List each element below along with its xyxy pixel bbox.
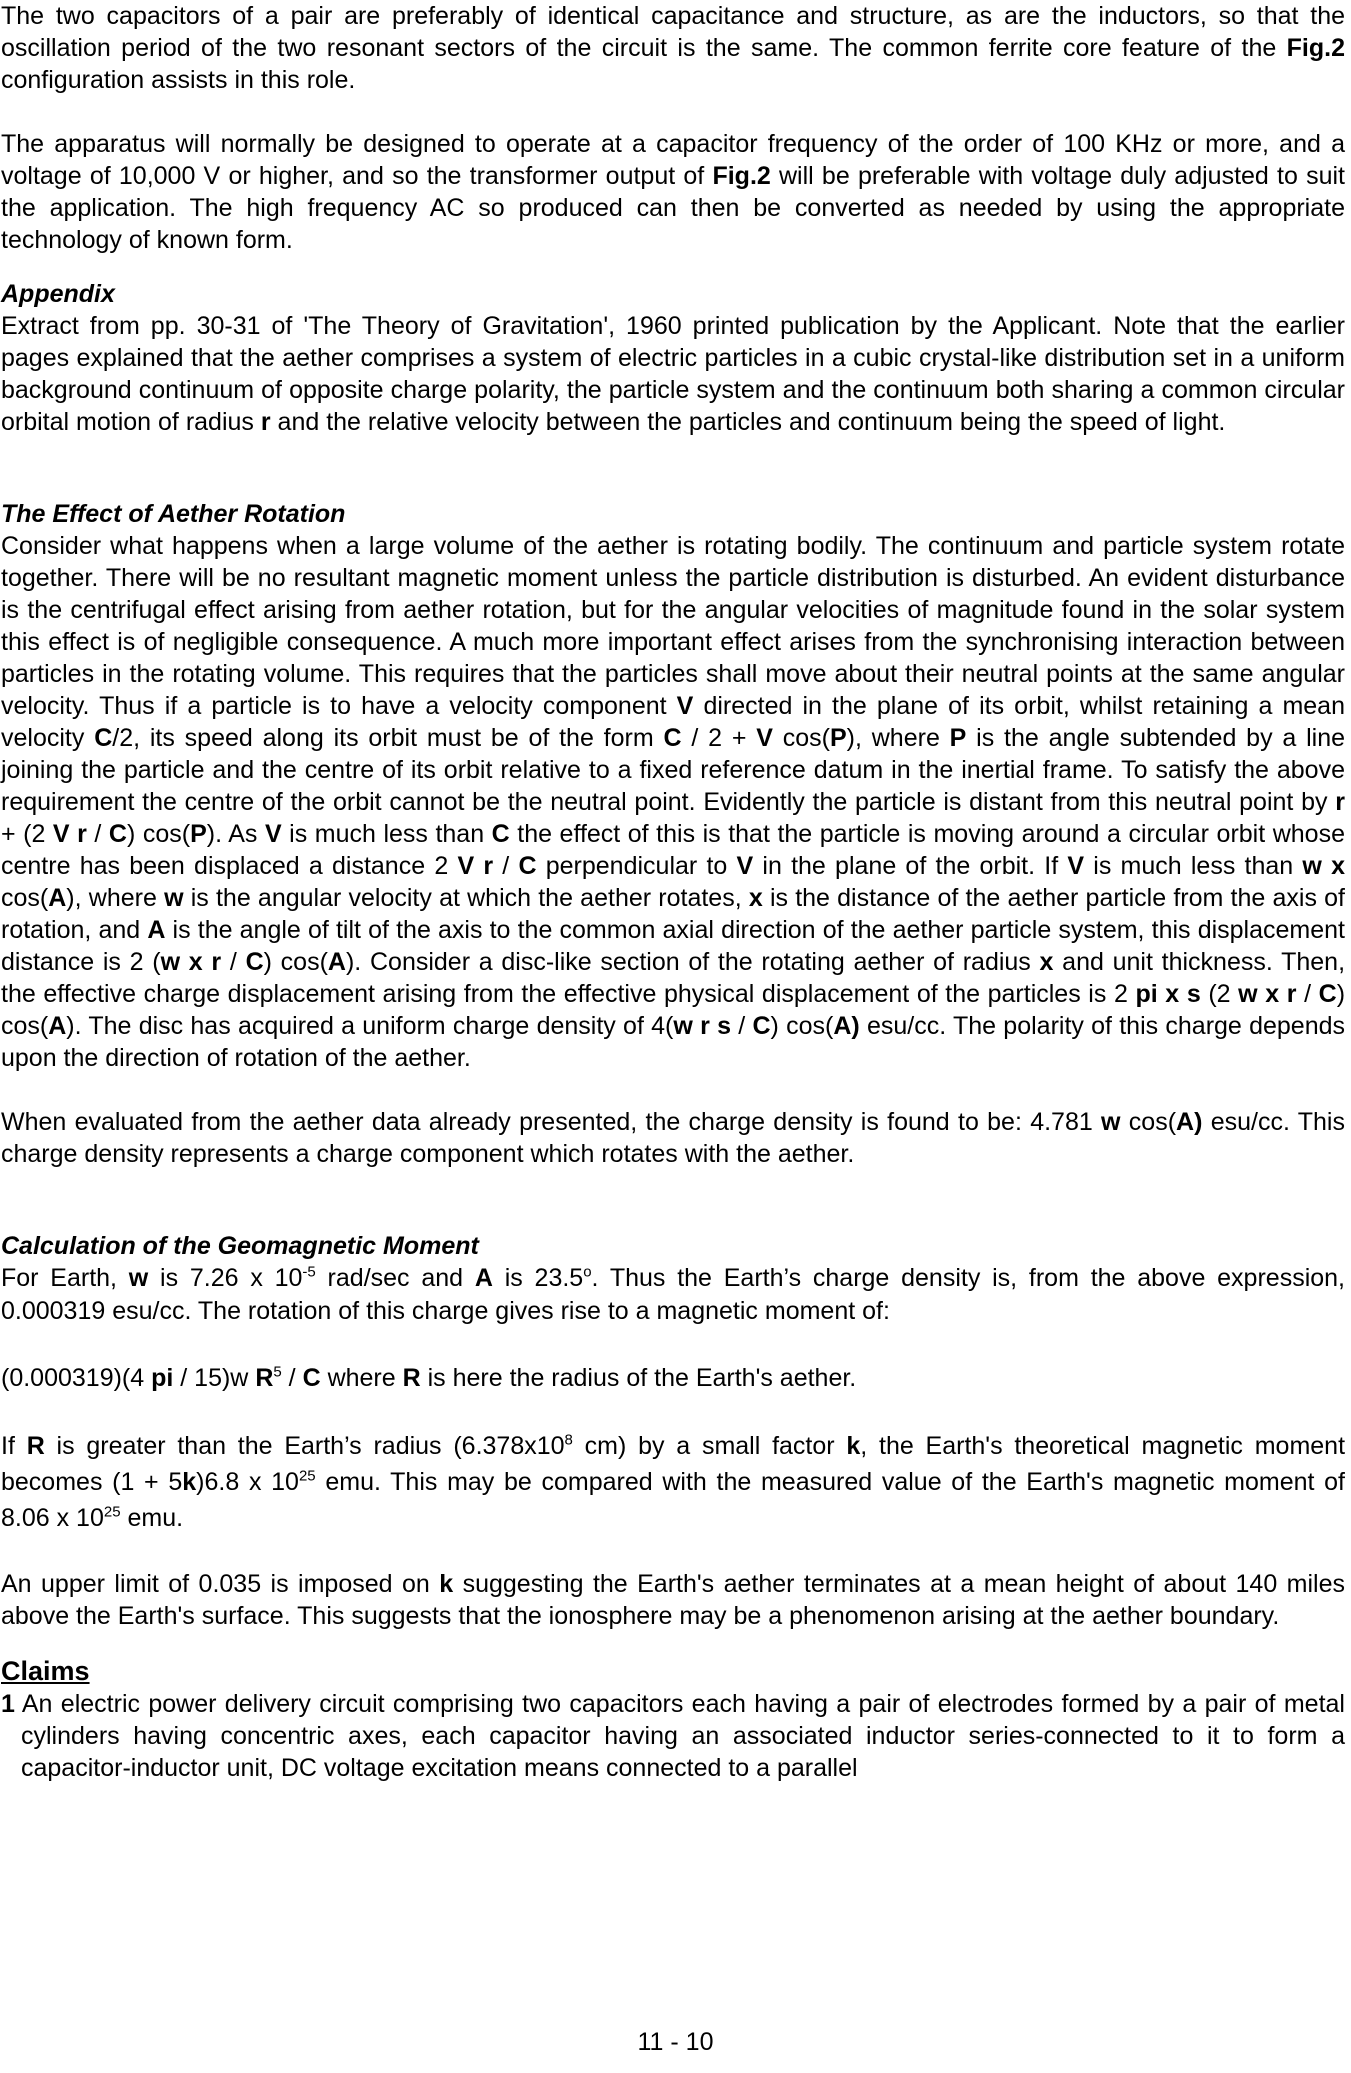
paragraph-earth-values: For Earth, w is 7.26 x $10^{-5}$ rad/sec and A is 23.5$^o$. Thus the Earth’s charge density is, from the above expression, 0.000319 esu/cc. The rotation of this charge gives rise to a magnetic moment of: bbox=[1, 1263, 1345, 1325]
appendix-heading: Appendix bbox=[1, 280, 115, 308]
paragraph-aether-rotation: Consider what happens when a large volume of the aether is rotating bodily. The continuum and particle system rotate together. There will be no resultant magnetic moment unless the particle distribution is disturbed. An evident disturbance is the centrifugal effect arising from aether rotation, but for the angular velocities of magnitude found in the solar system this effect is of negligible consequence. A much more important effect arises from the synchronising interaction between particles in the rotating volume. This requires that the particles shall move about their neutral points at the same angular velocity. Thus if a particle is to have a velocity component V directed in the plane of its orbit, whilst retaining a mean velocity C/2, its speed along its orbit must be of the form C / 2 + V cos(P), where P is the angle subtended by a line joining the particle and the centre of its orbit relative to a fixed reference datum in the inertial frame. To satisfy the above requirement the centre of the orbit cannot be the neutral point. Evidently the particle is distant from this neutral point by r + (2 V r / C) cos(P). As V is much less than C the effect of this is that the particle is moving around a circular orbit whose centre has been displaced a distance 2 V r / C perpendicular to V in the plane of the orbit. If V is much less than w x cos(A), where w is the angular velocity at which the aether rotates, x is the distance of the aether particle from the axis of rotation, and A is the angle of tilt of the axis to the common axial direction of the aether particle system, this displacement distance is 2 (w x r / C) cos(A). Consider a disc-like section of the rotating aether of radius x and unit thickness. Then, the effective charge displacement arising from the effective physical displacement of the particles is 2 pi x s (2 w x r / C) cos(A). The disc has acquired a uniform charge density of 4(w r s / C) cos(A) esu/cc. The polarity of this charge depends upon the direction of rotation of the aether. bbox=[1, 532, 1346, 1072]
fig-ref: Fig.2 bbox=[1286, 34, 1345, 62]
effect-heading: The Effect of Aether Rotation bbox=[1, 500, 346, 528]
calculation-heading: Calculation of the Geomagnetic Moment bbox=[1, 1232, 479, 1260]
claim-1: 1 An electric power delivery circuit comprising two capacitors each having a pair of electrodes formed by a pair of metal cylinders having concentric axes, each capacitor having an associated inductor series-connected to it to form a capacitor-inductor unit, DC voltage excitation means connected to a parallel bbox=[1, 1690, 1345, 1782]
paragraph-theoretical-moment: If R is greater than the Earth’s radius ($6.378x10^8$ cm) by a small factor k, the Earth's theoretical magnetic moment becomes (1 + 5k)6.8 x $10^{25}$ emu. This may be compared with the measured value of the Earth's magnetic moment of 8.06 x $10^{25}$ emu. bbox=[1, 1431, 1346, 1532]
claims-heading: Claims bbox=[1, 1656, 90, 1686]
paragraph-appendix-extract: Extract from pp. 30-31 of 'The Theory of Gravitation', 1960 printed publication by the Applicant. Note that the earlier pages explained that the aether comprises a system of electric particles in a cubic crystal-like distribution set in a uniform background continuum of opposite charge polarity, the particle system and the continuum both sharing a common circular orbital motion of radius r and the relative velocity between the particles and continuum being the speed of light. bbox=[1, 312, 1345, 436]
paragraph-capacitor-pair: The two capacitors of a pair are preferably of identical capacitance and structure, as are the inductors, so that the oscillation period of the two resonant sectors of the circuit is the same. The common ferrite core feature of the Fig.2 configuration assists in this role. bbox=[1, 2, 1345, 94]
claim-number: 1 bbox=[1, 1690, 15, 1718]
page-number: 11 - 10 bbox=[637, 2028, 714, 2056]
paragraph-apparatus: The apparatus will normally be designed to operate at a capacitor frequency of the order of 100 KHz or more, and a voltage of 10,000 V or higher, and so the transformer output of Fig.2 will be preferable with voltage duly adjusted to suit the application. The high frequency AC so produced can then be converted as needed by using the appropriate technology of known form. bbox=[1, 130, 1345, 254]
fig-ref: Fig.2 bbox=[712, 162, 771, 190]
paragraph-charge-density: When evaluated from the aether data already presented, the charge density is found to be: 4.781 w cos(A) esu/cc. This charge density represents a charge component which rotates with the aether. bbox=[1, 1108, 1345, 1168]
paragraph-upper-limit: An upper limit of 0.035 is imposed on k suggesting the Earth's aether terminates at a mean height of about 140 miles above the Earth's surface. This suggests that the ionosphere may be a phenomenon arising at the aether boundary. bbox=[1, 1570, 1345, 1630]
paragraph-moment-formula: (0.000319)(4 pi / 15)w $R^5$ / C where R is here the radius of the Earth's aether. bbox=[1, 1363, 857, 1392]
